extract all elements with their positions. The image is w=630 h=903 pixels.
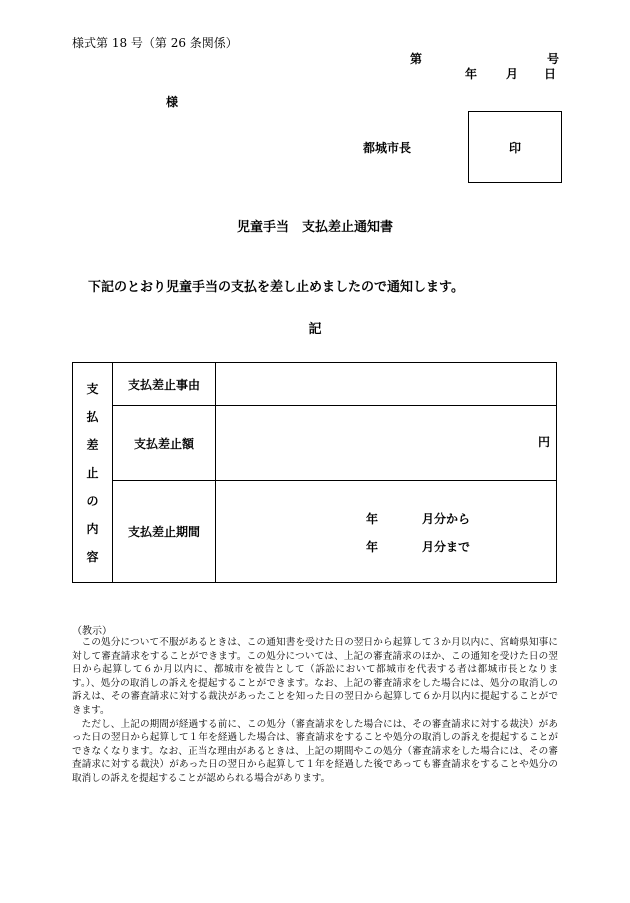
date-month: 月 [506,67,519,81]
seal-box [468,111,562,183]
section-char: 払 [86,409,99,424]
details-table [72,362,557,583]
section-char: 容 [86,549,99,564]
period-from-year: 年 [366,512,379,526]
issuer: 都城市長 [363,141,412,155]
form-number: 様式第 18 号（第 26 条関係） [72,36,238,50]
reason-label: 支払差止事由 [113,363,216,406]
section-char: 内 [86,521,99,536]
date-day: 日 [544,67,557,81]
period-from [366,510,470,527]
date-year: 年 [465,67,478,81]
period-value[interactable] [216,481,557,583]
section-char: 差 [86,437,99,452]
section-char: の [86,493,99,508]
document-title: 児童手当 支払差止通知書 [236,220,393,235]
section-heading [73,363,113,583]
section-char: 止 [86,465,99,480]
recipient-suffix: 様 [166,95,179,109]
section-char: 支 [86,381,99,396]
notes-heading: （教示） [72,626,112,637]
amount-unit: 円 [537,435,550,449]
period-from-month: 月分から [422,512,471,526]
period-to-month: 月分まで [422,540,471,554]
notes-paragraph: この処分について不服があるときは、この通知書を受けた日の翌日から起算して３か月以内に、宮崎県知事に対して審査請求をすることができます。この処分については、上記の審査請求のほか、この通知を受けた日の翌日から起算して６か月以内に、都城市を被告として（訴訟において都城市を代表する者は都城市長となります。）、処分の取消しの訴えを提起することができます。なお、上記の審査請求をした場合には、処分の取消しの訴えは、その審査請求に対する裁決があったことを知った日の翌日から起算して６か月以内に提起することができます。 [72,637,558,716]
notes-body [72,636,558,786]
intro-text: 下記のとおり児童手当の支払を差し止めましたので通知します。 [88,280,464,295]
seal-label: 印 [508,140,521,155]
period-to [366,538,470,555]
period-to-year: 年 [366,540,379,554]
amount-value[interactable] [216,406,557,481]
period-label: 支払差止期間 [113,481,216,583]
doc-number-suffix: 号 [547,52,560,66]
reason-value[interactable] [216,363,557,406]
notes-paragraph: ただし、上記の期間が経過する前に、この処分（審査請求をした場合には、その審査請求に対する裁決）があった日の翌日から起算して１年を経過した場合は、審査請求をすることや処分の取消しの訴えを提起することができなくなります。なお、正当な理由があるときは、上記の期間やこの処分（審査請求をした場合には、その審査請求に対する裁決）があった日の翌日から起算して１年を経過した後であっても審査請求をすることや処分の取消しの訴えを提起することが認められる場合があります。 [72,718,558,784]
doc-number-prefix: 第 [410,52,423,66]
ki-heading: 記 [308,322,322,337]
amount-label: 支払差止額 [113,406,216,481]
